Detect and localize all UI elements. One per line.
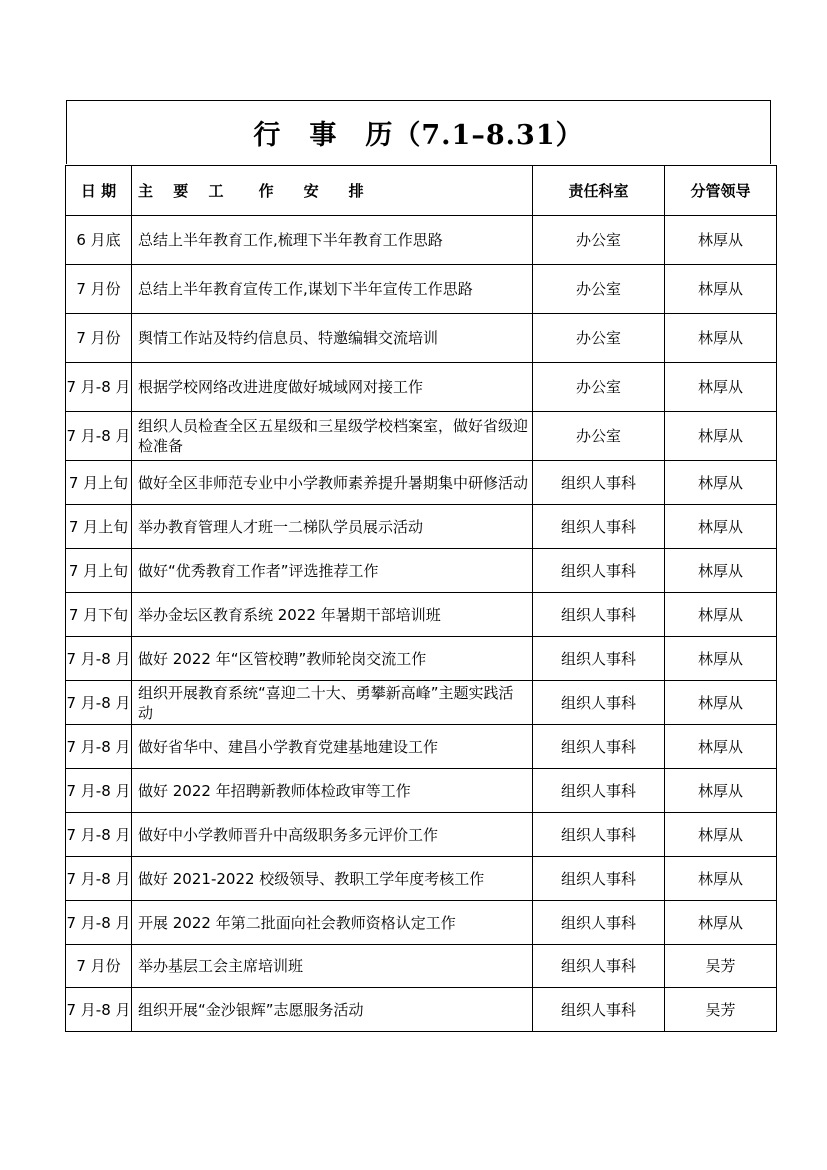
row-task: 舆情工作站及特约信息员、特邀编辑交流培训 xyxy=(132,314,533,363)
row-lead: 林厚从 xyxy=(665,412,777,461)
table-row xyxy=(66,769,777,813)
row-date: 7 月-8 月 xyxy=(66,901,132,945)
row-task: 做好 2022 年“区管校聘”教师轮岗交流工作 xyxy=(132,637,533,681)
row-dept: 办公室 xyxy=(533,412,665,461)
row-lead: 林厚从 xyxy=(665,461,777,505)
row-dept: 组织人事科 xyxy=(533,988,665,1032)
row-dept: 组织人事科 xyxy=(533,725,665,769)
row-dept: 组织人事科 xyxy=(533,813,665,857)
row-task: 开展 2022 年第二批面向社会教师资格认定工作 xyxy=(132,901,533,945)
row-lead: 林厚从 xyxy=(665,549,777,593)
row-task: 做好 2022 年招聘新教师体检政审等工作 xyxy=(132,769,533,813)
row-date: 7 月上旬 xyxy=(66,461,132,505)
table-row xyxy=(66,945,777,988)
row-task: 举办教育管理人才班一二梯队学员展示活动 xyxy=(132,505,533,549)
row-date: 7 月下旬 xyxy=(66,593,132,637)
row-lead: 林厚从 xyxy=(665,505,777,549)
table-row xyxy=(66,813,777,857)
row-dept: 组织人事科 xyxy=(533,549,665,593)
row-lead: 林厚从 xyxy=(665,314,777,363)
table-row xyxy=(66,857,777,901)
table-row xyxy=(66,505,777,549)
row-lead: 林厚从 xyxy=(665,216,777,265)
row-dept: 组织人事科 xyxy=(533,593,665,637)
table-row xyxy=(66,725,777,769)
header-task: 主 要 工 作 安 排 xyxy=(132,166,533,216)
row-dept: 办公室 xyxy=(533,216,665,265)
row-lead: 吴芳 xyxy=(665,988,777,1032)
header-date: 日 期 xyxy=(66,166,132,216)
row-task: 组织开展教育系统“喜迎二十大、勇攀新高峰”主题实践活动 xyxy=(132,681,533,725)
row-lead: 林厚从 xyxy=(665,857,777,901)
row-task: 组织人员检查全区五星级和三星级学校档案室，做好省级迎检准备 xyxy=(132,412,533,461)
row-task: 根据学校网络改进进度做好城域网对接工作 xyxy=(132,363,533,412)
row-lead: 林厚从 xyxy=(665,593,777,637)
row-lead: 吴芳 xyxy=(665,945,777,988)
table-row xyxy=(66,901,777,945)
table-row xyxy=(66,216,777,265)
row-lead: 林厚从 xyxy=(665,725,777,769)
row-date: 7 月-8 月 xyxy=(66,813,132,857)
row-dept: 办公室 xyxy=(533,265,665,314)
row-date: 7 月上旬 xyxy=(66,505,132,549)
row-date: 7 月-8 月 xyxy=(66,637,132,681)
table-row xyxy=(66,314,777,363)
row-lead: 林厚从 xyxy=(665,813,777,857)
row-task: 做好中小学教师晋升中高级职务多元评价工作 xyxy=(132,813,533,857)
row-dept: 组织人事科 xyxy=(533,681,665,725)
title-date-range: （7.1–8.31） xyxy=(393,120,584,151)
row-date: 7 月-8 月 xyxy=(66,681,132,725)
row-lead: 林厚从 xyxy=(665,681,777,725)
table-row xyxy=(66,681,777,725)
page-title xyxy=(253,113,583,152)
title-char: 行 xyxy=(253,120,282,151)
row-dept: 组织人事科 xyxy=(533,769,665,813)
table-row xyxy=(66,265,777,314)
table-header-row xyxy=(66,166,777,216)
row-dept: 组织人事科 xyxy=(533,637,665,681)
row-date: 7 月-8 月 xyxy=(66,412,132,461)
row-dept: 组织人事科 xyxy=(533,945,665,988)
table-row xyxy=(66,988,777,1032)
schedule-table xyxy=(65,165,777,1032)
row-lead: 林厚从 xyxy=(665,637,777,681)
row-dept: 办公室 xyxy=(533,363,665,412)
row-task: 做好全区非师范专业中小学教师素养提升暑期集中研修活动 xyxy=(132,461,533,505)
row-task: 做好省华中、建昌小学教育党建基地建设工作 xyxy=(132,725,533,769)
row-task: 总结上半年教育宣传工作,谋划下半年宣传工作思路 xyxy=(132,265,533,314)
row-task: 总结上半年教育工作,梳理下半年教育工作思路 xyxy=(132,216,533,265)
row-dept: 组织人事科 xyxy=(533,857,665,901)
row-date: 7 月-8 月 xyxy=(66,857,132,901)
table-row xyxy=(66,461,777,505)
row-date: 7 月份 xyxy=(66,314,132,363)
row-task: 举办金坛区教育系统 2022 年暑期干部培训班 xyxy=(132,593,533,637)
table-row xyxy=(66,593,777,637)
title-box xyxy=(66,100,771,164)
row-task: 做好 2021-2022 校级领导、教职工学年度考核工作 xyxy=(132,857,533,901)
table-row xyxy=(66,637,777,681)
row-task: 组织开展“金沙银辉”志愿服务活动 xyxy=(132,988,533,1032)
row-date: 6 月底 xyxy=(66,216,132,265)
row-dept: 组织人事科 xyxy=(533,901,665,945)
row-lead: 林厚从 xyxy=(665,769,777,813)
row-date: 7 月-8 月 xyxy=(66,988,132,1032)
row-date: 7 月-8 月 xyxy=(66,725,132,769)
row-task: 做好“优秀教育工作者”评选推荐工作 xyxy=(132,549,533,593)
table-row xyxy=(66,363,777,412)
row-date: 7 月上旬 xyxy=(66,549,132,593)
row-dept: 办公室 xyxy=(533,314,665,363)
row-lead: 林厚从 xyxy=(665,265,777,314)
row-date: 7 月-8 月 xyxy=(66,363,132,412)
header-lead: 分管领导 xyxy=(665,166,777,216)
row-lead: 林厚从 xyxy=(665,363,777,412)
table-row xyxy=(66,412,777,461)
row-dept: 组织人事科 xyxy=(533,461,665,505)
header-dept: 责任科室 xyxy=(533,166,665,216)
table-row xyxy=(66,549,777,593)
row-date: 7 月份 xyxy=(66,945,132,988)
title-char: 事 xyxy=(309,120,338,151)
row-date: 7 月-8 月 xyxy=(66,769,132,813)
row-lead: 林厚从 xyxy=(665,901,777,945)
row-date: 7 月份 xyxy=(66,265,132,314)
row-task: 举办基层工会主席培训班 xyxy=(132,945,533,988)
row-dept: 组织人事科 xyxy=(533,505,665,549)
title-char: 历 xyxy=(365,120,394,151)
